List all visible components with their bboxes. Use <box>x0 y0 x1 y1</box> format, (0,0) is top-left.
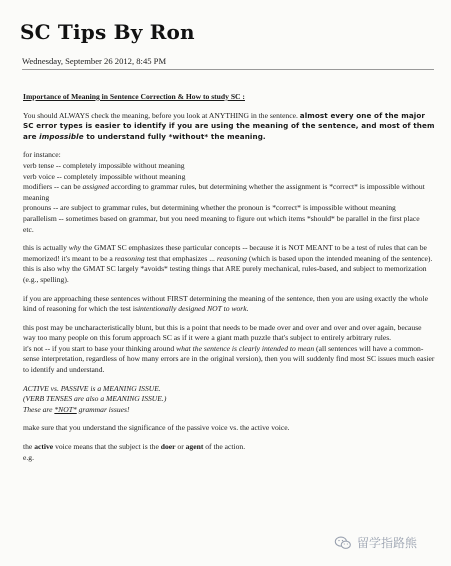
paragraph-4 <box>23 323 435 376</box>
post-date: Wednesday, September 26 2012, 8:45 PM <box>22 56 167 66</box>
p5-line-2: (VERB TENSES are also a MEANING ISSUE.) <box>23 394 167 404</box>
p5-l3b: *NOT* <box>54 404 77 414</box>
p2-d: reasoning <box>114 253 145 263</box>
list-item-modifiers <box>23 182 435 203</box>
p2-f: reasoning <box>216 253 247 263</box>
p1-text-c: impossible <box>39 131 84 141</box>
list-item-pronouns: pronouns -- are subject to grammar rules, but determining whether the pronoun is *correct* is impossible without meaning <box>23 203 396 213</box>
for-instance-label: for instance: <box>23 150 61 160</box>
wechat-watermark <box>334 534 417 551</box>
instance-list <box>23 150 435 235</box>
title-divider <box>22 69 434 70</box>
p2-h: this is also why the GMAT SC largely *avoids* testing things that ARE purely mechanical, rules-based, and subject to memorization (e.g., spelling). <box>23 264 427 284</box>
list-item-verb-voice: verb voice -- completely impossible without meaning <box>23 171 186 181</box>
list-item-parallelism: parallelism -- sometimes based on grammar, but you need meaning to figure out which items *should* be parallel in the first place <box>23 213 420 223</box>
p4-a: this post may be uncharacteristically blunt, but this is a point that needs to be made over and over and over and over again, because way too many people on this forum approach SC as if it were a giant math puzzle that's subject to entirely arbitrary rules. <box>23 322 422 343</box>
modifiers-a: modifiers -- can be <box>23 182 83 192</box>
modifiers-c: according to grammar rules, but determining whether the assignment is *correct* is impossible without meaning <box>23 182 425 202</box>
p7-a: the <box>23 442 35 452</box>
p5-l3a: These are <box>23 404 55 414</box>
paragraph-3 <box>23 294 435 315</box>
p5-line-1: ACTIVE vs. PASSIVE is a MEANING ISSUE. <box>23 383 161 393</box>
p3-a: if you are approaching these sentences without FIRST determining the meaning of the sentence, then you are using exactly the whole kind of reasoning for which the test is <box>23 293 428 314</box>
p4-b: it's not -- if you start to base your thinking around <box>23 343 177 353</box>
paragraph-7 <box>23 442 435 463</box>
p4-d: (all sentences will have a common-sense interpretation, regardless of how many errors are in the original version), then you will suddenly find most SC issues much easier to identify and understand. <box>23 343 435 375</box>
p1-text-b: almost every one of the major SC error types is easier to identify if you are using the meaning of the sentence, and most of them are <box>23 110 435 141</box>
p4-c: what the sentence is clearly intended to mean <box>176 343 315 353</box>
p2-c: the GMAT SC emphasizes these particular concepts -- because it is NOT MEANT to be a test of rules that can be memorized! it's meant to be a <box>23 243 427 263</box>
p7-f: agent <box>185 442 204 452</box>
wechat-icon <box>334 536 352 550</box>
modifiers-b: assigned <box>82 182 110 192</box>
p7-g: of the action. <box>203 442 246 452</box>
paragraph-6: make sure that you understand the significance of the passive voice vs. the active voice. <box>23 423 290 433</box>
document-body <box>23 92 435 463</box>
p3-c: . <box>246 304 249 314</box>
p2-g: (which is based upon the intended meaning of the sentence). <box>246 253 433 263</box>
p5-line-3 <box>23 405 435 416</box>
p1-text-d: to understand fully *without* the meaning. <box>83 131 266 141</box>
paragraph-5 <box>23 384 435 416</box>
p7-c: voice means that the subject is the <box>53 442 161 452</box>
list-item-etc: etc. <box>23 224 34 234</box>
eg-label: e.g. <box>23 452 34 462</box>
p7-line <box>23 442 435 453</box>
paragraph-1 <box>23 111 435 143</box>
p3-b: intentionally designed NOT to work <box>137 304 247 314</box>
p1-text-a: You should ALWAYS check the meaning, before you look at ANYTHING in the sentence. <box>23 110 300 120</box>
section-heading: Importance of Meaning in Sentence Correction & How to study SC : <box>23 92 245 101</box>
p2-b: why <box>68 243 82 253</box>
p7-b: active <box>34 442 54 452</box>
watermark-text: 留学指路熊 <box>357 536 418 550</box>
p2-e: test that emphasizes ... <box>144 253 217 263</box>
document-title: SC Tips By Ron <box>20 20 195 44</box>
p7-e: or <box>175 442 186 452</box>
p7-d: doer <box>160 442 176 452</box>
paragraph-2 <box>23 243 435 285</box>
p2-a: this is actually <box>23 243 69 253</box>
p5-l3c: grammar issues! <box>76 404 130 414</box>
list-item-verb-tense: verb tense -- completely impossible without meaning <box>23 160 185 170</box>
